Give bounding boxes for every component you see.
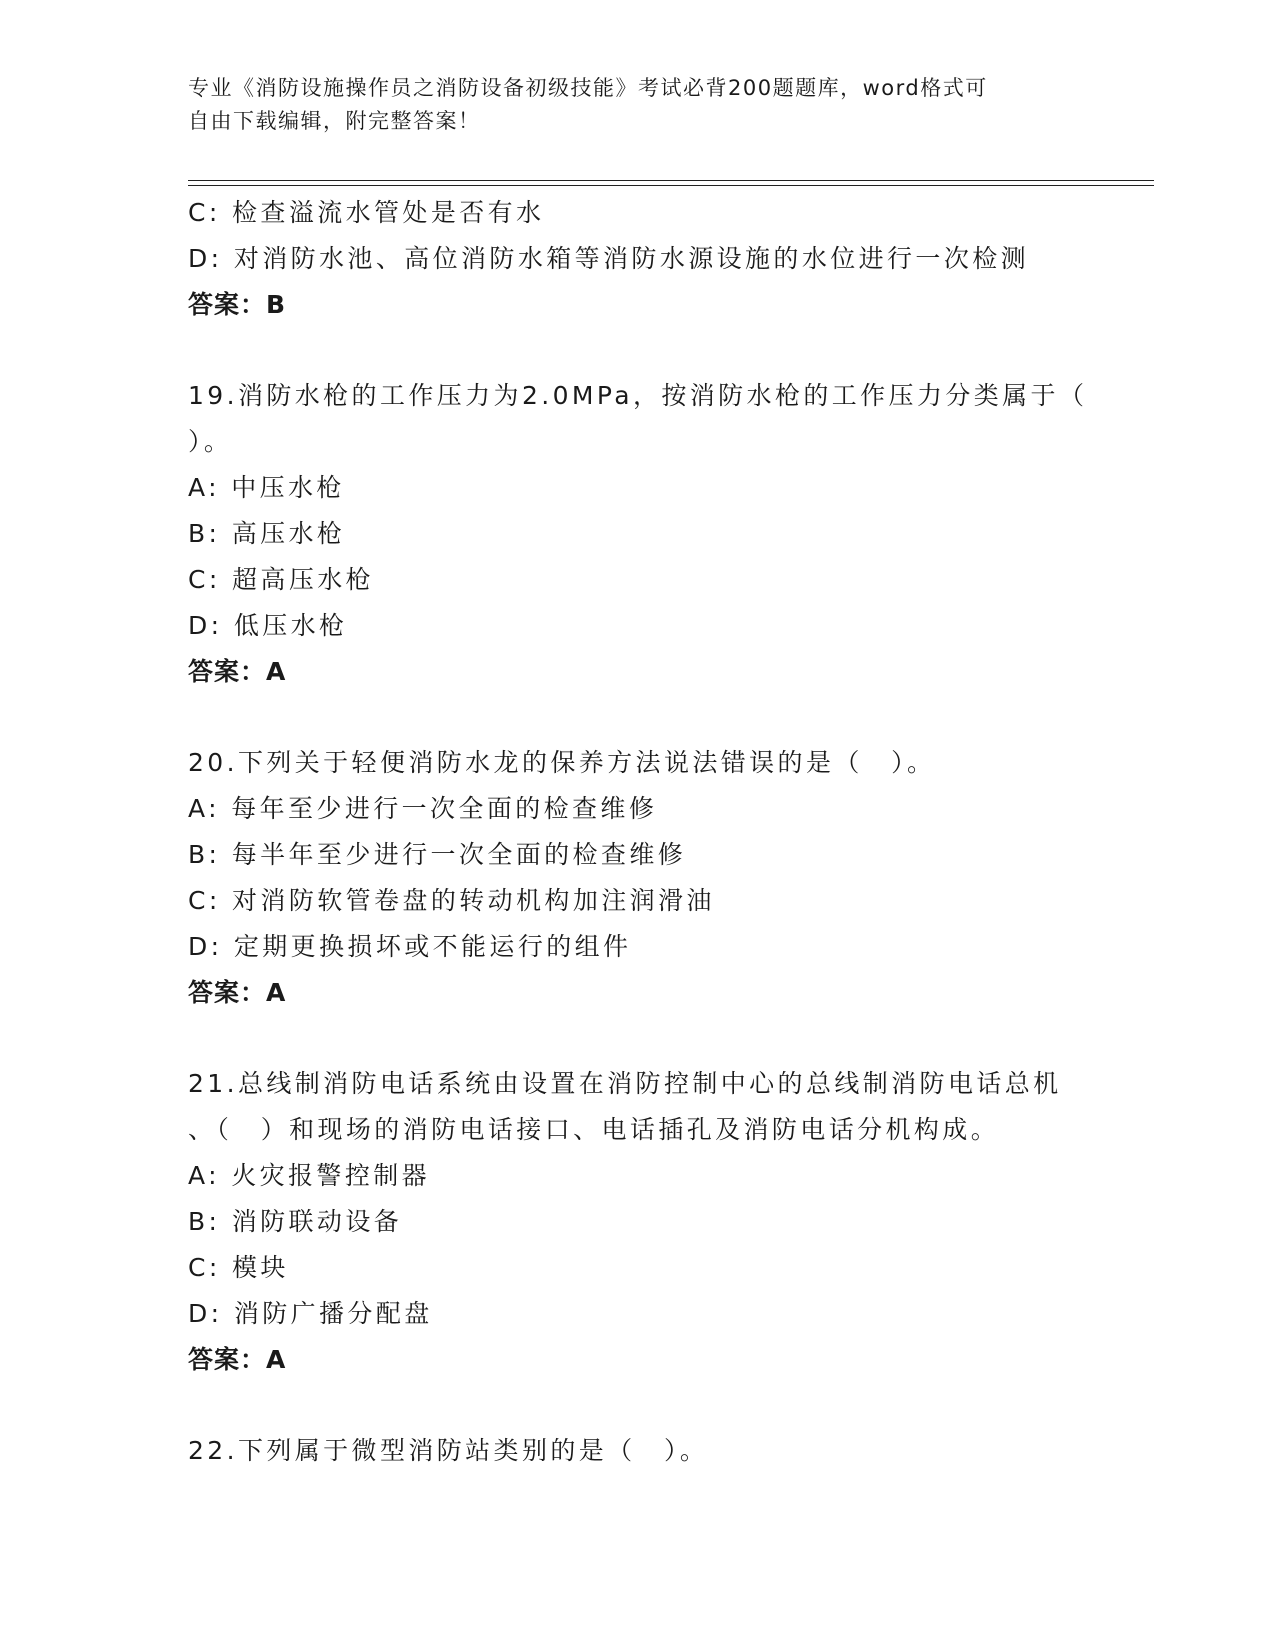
question-stem-continued: 、（ ）和现场的消防电话接口、电话插孔及消防电话分机构成。 (188, 1115, 1000, 1144)
spacer (188, 328, 1088, 373)
header-title-line-1: 专业《消防设施操作员之消防设备初级技能》考试必背200题题库，word格式可 (188, 76, 988, 100)
header-divider-bottom (188, 185, 1154, 186)
option-a: A: 火灾报警控制器 (188, 1161, 431, 1190)
option-d: D: 消防广播分配盘 (188, 1299, 433, 1328)
option-d: D: 低压水枪 (188, 611, 348, 640)
question-stem-continued: ）。 (188, 427, 233, 456)
answer-line: 答案：A (188, 1345, 287, 1374)
question-stem: 22.下列属于微型消防站类别的是（ ）。 (188, 1436, 709, 1465)
option-c: C: 检查溢流水管处是否有水 (188, 198, 545, 227)
answer-line: 答案：B (188, 290, 287, 319)
question-22 (188, 1428, 1088, 1474)
spacer (188, 1016, 1088, 1061)
document-header (188, 72, 1068, 138)
answer-line: 答案：A (188, 657, 287, 686)
option-c: C: 超高压水枪 (188, 565, 375, 594)
question-list (188, 190, 1088, 1474)
question-21 (188, 1061, 1088, 1383)
option-b: B: 每半年至少进行一次全面的检查维修 (188, 840, 687, 869)
question-18-tail (188, 190, 1088, 328)
spacer (188, 1383, 1088, 1428)
header-title-line-2: 自由下载编辑，附完整答案！ (188, 109, 481, 133)
option-b: B: 高压水枪 (188, 519, 346, 548)
question-20 (188, 740, 1088, 1016)
option-c: C: 模块 (188, 1253, 289, 1282)
question-stem: 21.总线制消防电话系统由设置在消防控制中心的总线制消防电话总机 (188, 1069, 1062, 1098)
spacer (188, 695, 1088, 740)
option-b: B: 消防联动设备 (188, 1207, 403, 1236)
option-d: D: 对消防水池、高位消防水箱等消防水源设施的水位进行一次检测 (188, 244, 1030, 273)
option-c: C: 对消防软管卷盘的转动机构加注润滑油 (188, 886, 715, 915)
header-divider-top (188, 180, 1154, 181)
question-stem: 19.消防水枪的工作压力为2.0MPa，按消防水枪的工作压力分类属于（ (188, 381, 1088, 410)
answer-line: 答案：A (188, 978, 287, 1007)
option-a: A: 中压水枪 (188, 473, 345, 502)
question-stem: 20.下列关于轻便消防水龙的保养方法说法错误的是（ ）。 (188, 748, 936, 777)
option-d: D: 定期更换损坏或不能运行的组件 (188, 932, 632, 961)
question-19 (188, 373, 1088, 695)
option-a: A: 每年至少进行一次全面的检查维修 (188, 794, 658, 823)
